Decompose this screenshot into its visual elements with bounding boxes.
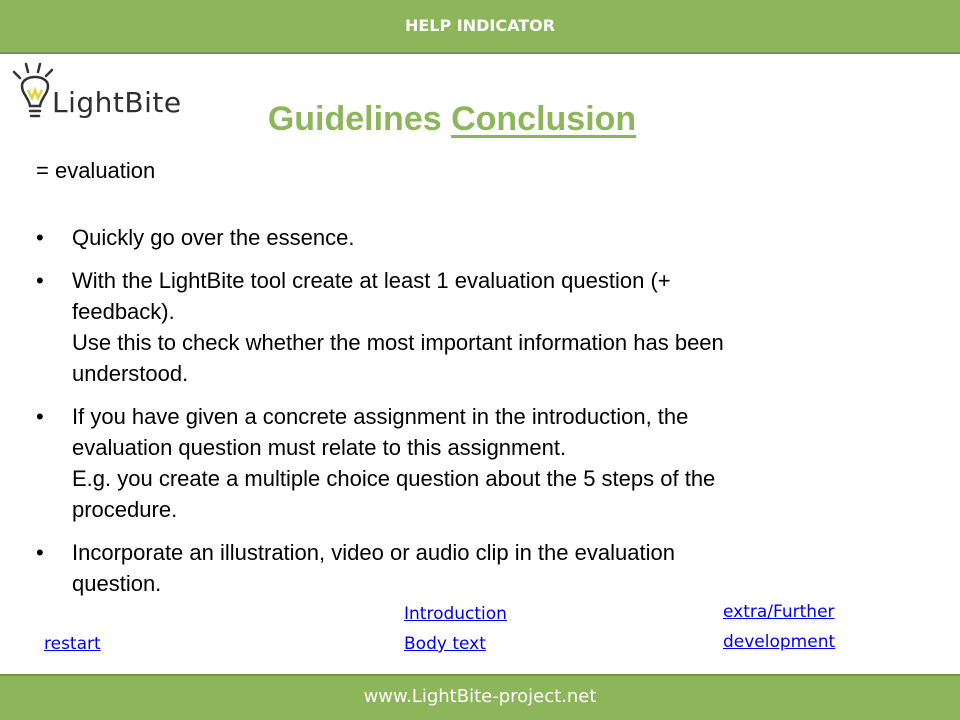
logo-text: LightBite [52,86,182,119]
bullet-line: understood. [72,361,189,386]
development-link[interactable]: development [723,632,836,652]
bullet-line: evaluation question must relate to this assignment. [72,435,567,460]
bullet-line: E.g. you create a multiple choice question about the 5 steps of the [72,466,716,491]
page-title [0,100,904,139]
bullet-line: Use this to check whether the most important information has been [72,330,724,355]
extra-further-link[interactable]: extra/Further [723,602,835,622]
title-part-guidelines: Guidelines [267,100,452,138]
list-item [36,265,896,389]
introduction-link[interactable]: Introduction [404,604,507,624]
bullet-line: • With the LightBite tool create at least 1 evaluation question (+ [72,268,671,293]
list-item [36,537,896,599]
list-item [36,222,896,253]
body-text-link[interactable]: Body text [404,634,486,654]
header-label: HELP INDICATOR [404,16,556,35]
bullet-line: feedback). [72,299,175,324]
bullet-line: question. [72,571,162,596]
bullet-line: procedure. [72,497,178,522]
list-item [36,401,896,525]
footer-url: www.LightBite-project.net [363,686,597,707]
restart-link[interactable]: restart [44,634,101,654]
title-part-conclusion: Conclusion [451,100,637,138]
bullet-line: • If you have given a concrete assignment in the introduction, the [72,404,689,429]
bullet-line: • Quickly go over the essence. [72,225,355,250]
footer-bar [0,674,960,720]
subtitle: = evaluation [36,158,156,183]
bullet-list [36,222,896,611]
bullet-line: • Incorporate an illustration, video or audio clip in the evaluation [72,540,675,565]
header-bar [0,0,960,54]
